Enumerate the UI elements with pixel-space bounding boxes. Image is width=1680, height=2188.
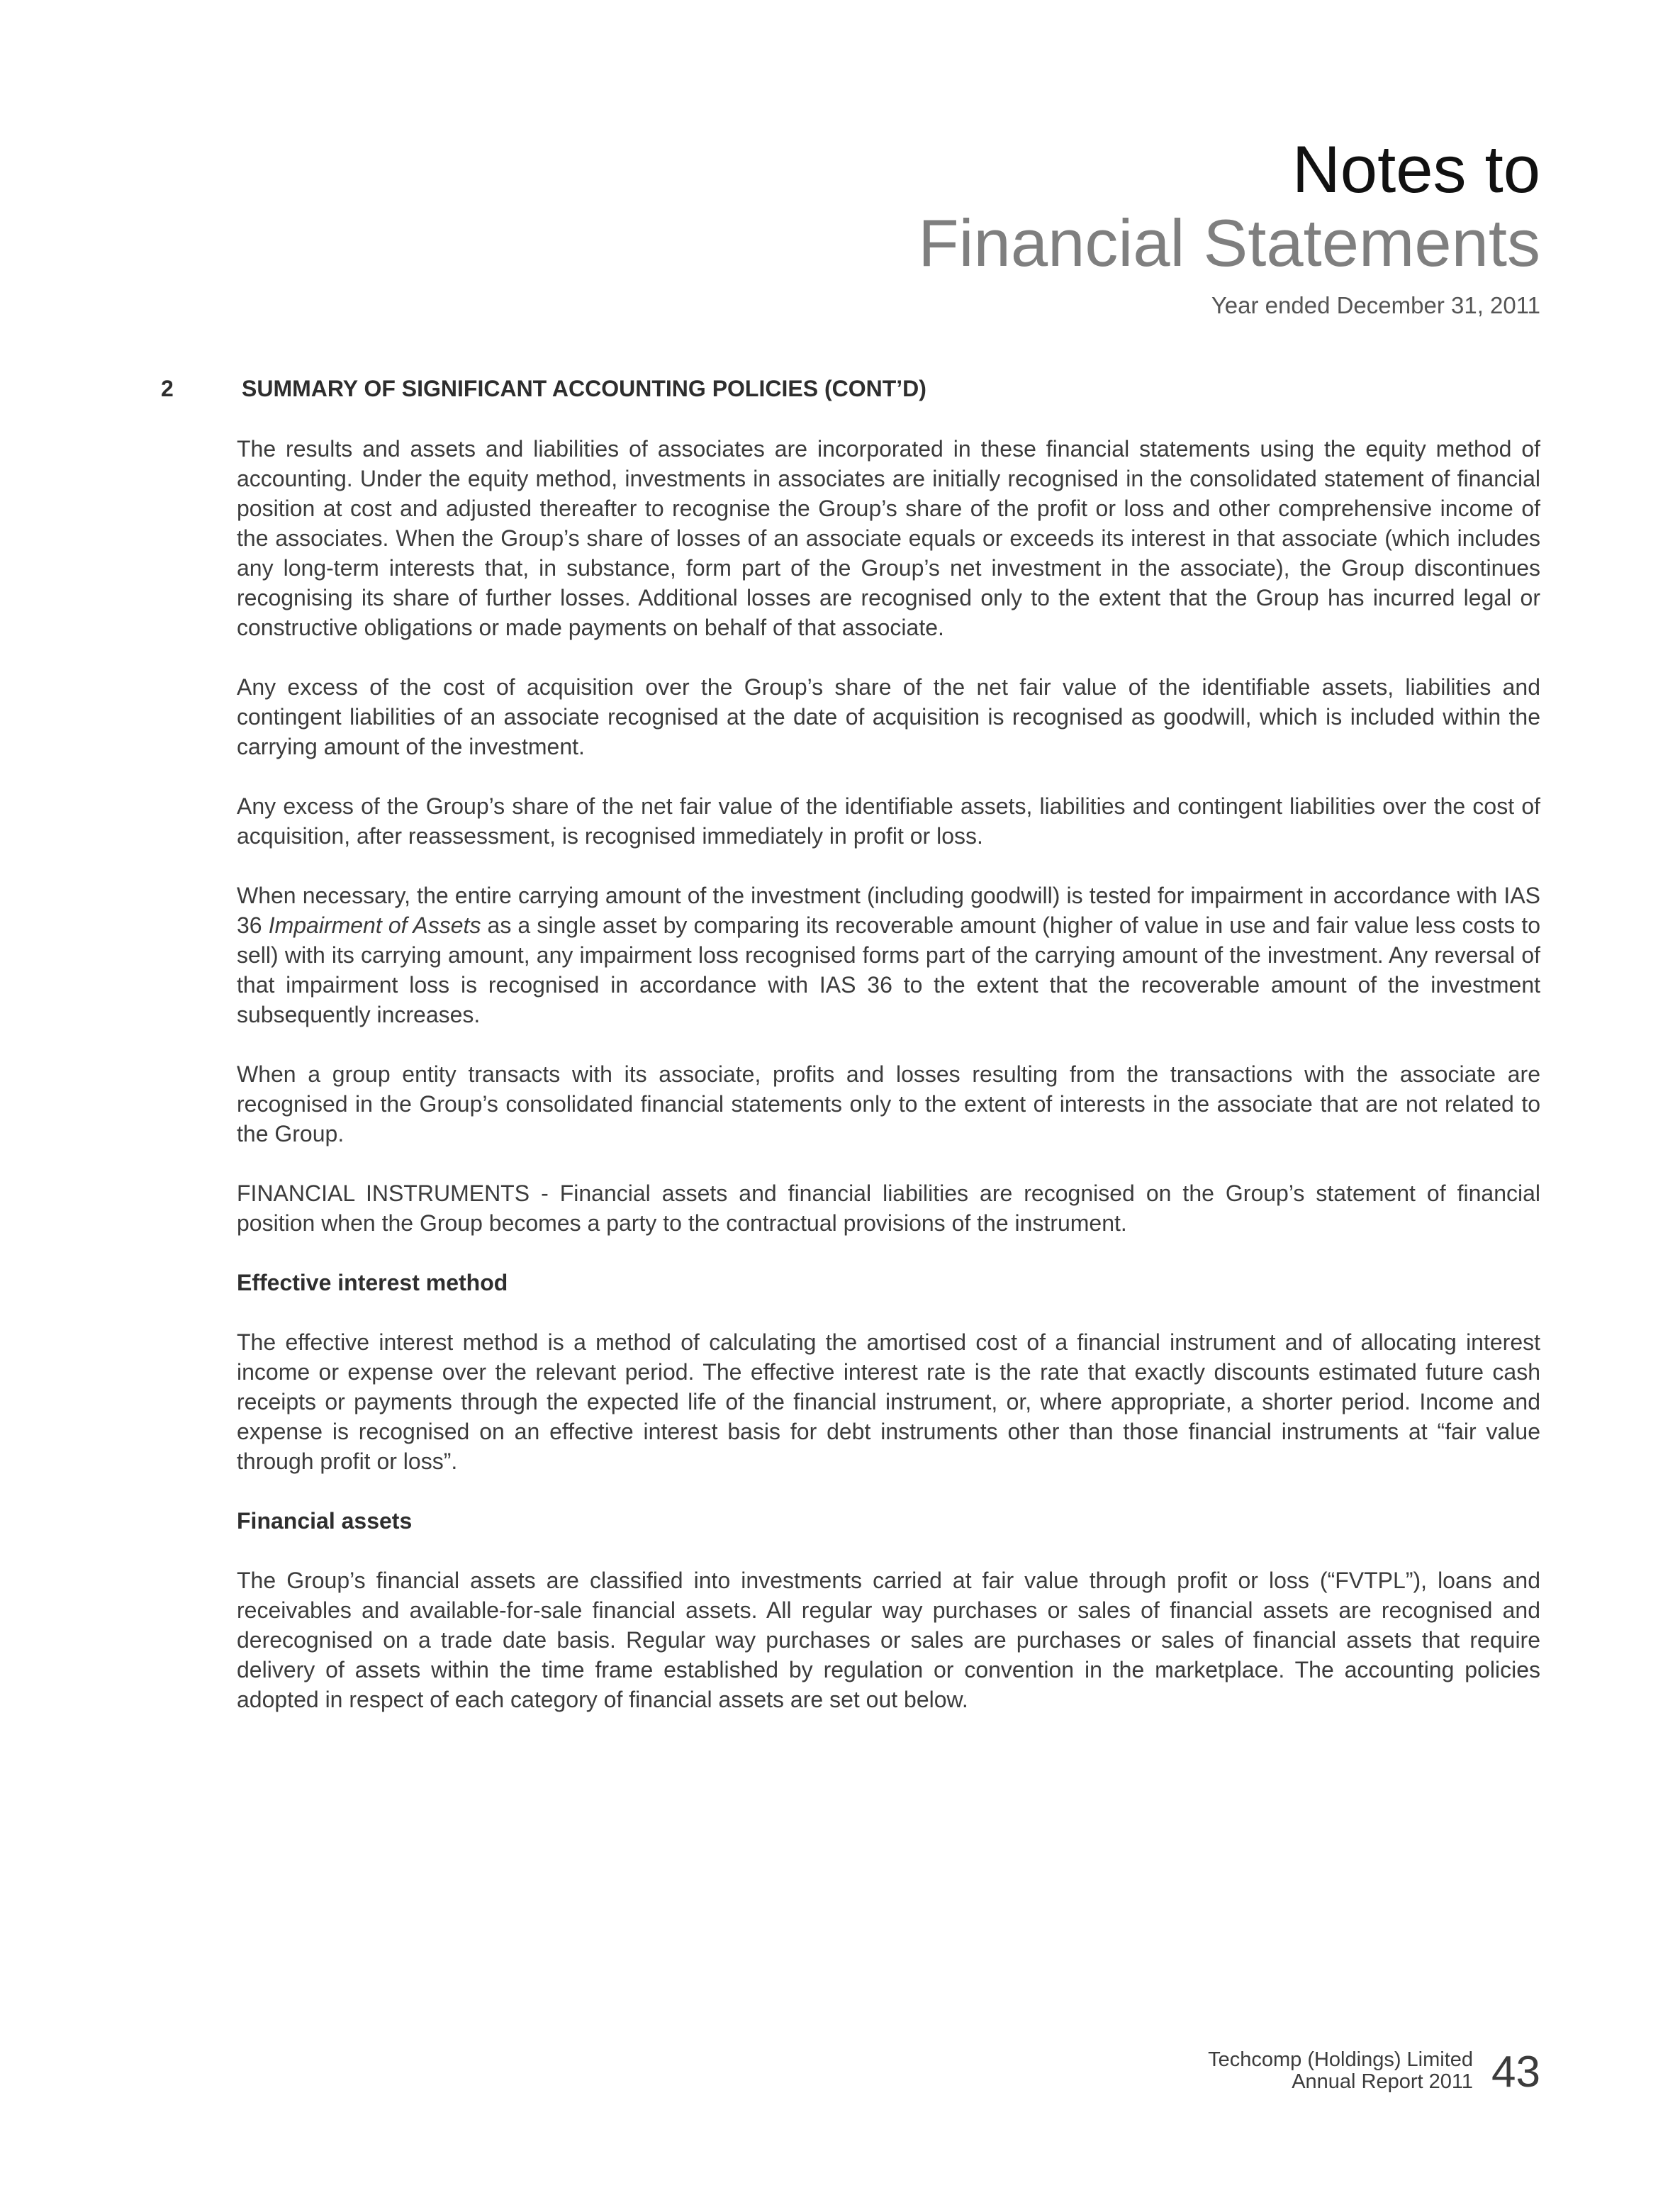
paragraph-financial-assets: The Group’s financial assets are classified into investments carried at fair value through profit or loss (“FVTPL”), loans and receivables and available-for-sale financial assets. All regular way purchases or sales of financial assets are recognised and derecognised on a trade date basis. Regular way purchases or sales are purchases or sales of financial assets that require delivery of assets within the time frame established by regulation or convention in the marketplace. The accounting policies adopted in respect of each category of financial assets are set out below. [237, 1568, 1540, 1712]
company-name: Techcomp (Holdings) Limited [1208, 2048, 1474, 2071]
section-heading-row [156, 374, 1540, 403]
page-header [918, 131, 1540, 320]
impairment-text-end: as a single asset by comparing its recoverable amount (higher of value in use and fair value less costs to sell) with its carrying amount, any impairment loss recognised forms part of the carrying amount of the investment. Any reversal of that impairment loss is recognised in accordance with IAS 36 to the extent that the recoverable amount of the investment subsequently increases. [237, 912, 1541, 1027]
impairment-text-start: When necessary, the entire carrying amount of the investment (including goodwill) is tested for impairment in accordance with IAS 36 [237, 883, 1540, 938]
section-number: 2 [161, 376, 174, 401]
section-content [237, 434, 1540, 1714]
policy-section [156, 374, 1540, 1744]
title-line-2: Financial Statements [918, 206, 1540, 280]
paragraph-excess-fair-value: Any excess of the Group’s share of the net fair value of the identifiable assets, liabilities and contingent liabilities over the cost of acquisition, after reassessment, is recognised immediately in profit or loss. [237, 793, 1540, 849]
paragraph-financial-instruments: FINANCIAL INSTRUMENTS - Financial assets and financial liabilities are recognised on the Group’s statement of financial position when the Group becomes a party to the contractual provisions of the instrument. [237, 1180, 1540, 1236]
paragraph-impairment [237, 881, 1540, 1029]
title-line-1: Notes to [1292, 132, 1540, 206]
paragraph-group-transactions: When a group entity transacts with its associate, profits and losses resulting from the transactions with the associate are recognised in the Group’s consolidated financial statements only to the extent of interests in the associate that are not related to the Group. [237, 1061, 1540, 1146]
subheading-effective-interest: Effective interest method [237, 1270, 508, 1295]
subheading-financial-assets: Financial assets [237, 1508, 413, 1534]
paragraph-goodwill: Any excess of the cost of acquisition over the Group’s share of the net fair value of the identifiable assets, liabilities and contingent liabilities of an associate recognised at the date of acquisition is recognised as goodwill, which is included within the carrying amount of the investment. [237, 674, 1540, 759]
paragraph-associates-equity: The results and assets and liabilities of associates are incorporated in these financial statements using the equity method of accounting. Under the equity method, investments in associates are initially recognised in the consolidated statement of financial position at cost and adjusted thereafter to recognise the Group’s share of the profit or loss and other comprehensive income of the associates. When the Group’s share of losses of an associate equals or exceeds its interest in that associate (which includes any long-term interests that, in substance, form part of the Group’s net investment in the associate), the Group discontinues recognising its share of further losses. Additional losses are recognised only to the extent that the Group has incurred legal or constructive obligations or made payments on behalf of that associate. [237, 436, 1540, 640]
paragraph-effective-interest: The effective interest method is a method of calculating the amortised cost of a financial instrument and of allocating interest income or expense over the relevant period. The effective interest rate is the rate that exactly discounts estimated future cash receipts or payments through the expected life of the financial instrument, or, where appropriate, a shorter period. Income and expense is recognised on an effective interest basis for debt instruments other than those financial instruments at “fair value through profit or loss”. [237, 1329, 1540, 1474]
footer-text [1208, 2049, 1473, 2096]
page-footer [1208, 2049, 1540, 2096]
section-heading: SUMMARY OF SIGNIFICANT ACCOUNTING POLICIES (CONT’D) [242, 376, 926, 401]
subtitle: Year ended December 31, 2011 [1211, 292, 1540, 318]
impairment-standard-title: Impairment of Assets [268, 912, 481, 938]
report-name: Annual Report 2011 [1292, 2070, 1474, 2093]
page-number: 43 [1491, 2048, 1540, 2097]
